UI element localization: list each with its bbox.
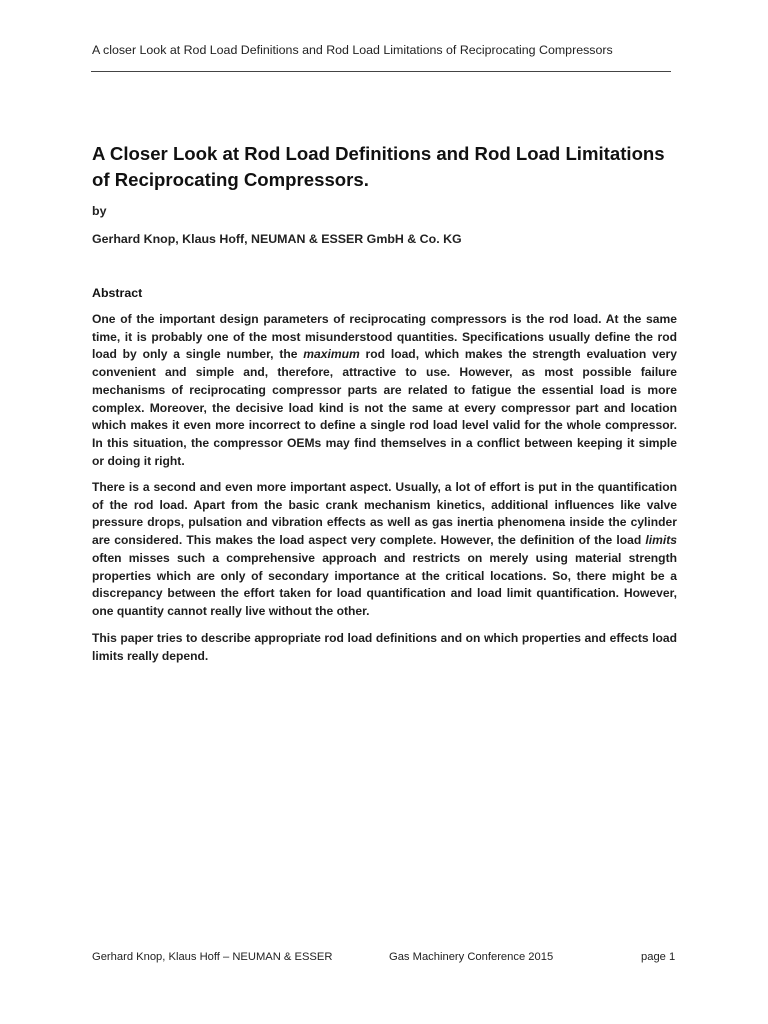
author-list: Gerhard Knop, Klaus Hoff, NEUMAN & ESSER GmbH & Co. KG — [92, 232, 462, 246]
running-header: A closer Look at Rod Load Definitions and Rod Load Limitations of Reciprocating Compressors — [92, 43, 613, 57]
abstract-heading: Abstract — [92, 286, 143, 300]
abstract-paragraph-2-part-a: There is a second and even more important aspect. Usually, a lot of effort is put in the quantification of the rod load. Apart from the basic crank mechanism kinetics, additional influences like valve pressure drops, pulsation and vibration effects as well as gas inertia phenomena inside the cylinder are considered. This makes the load aspect very complete. However, the definition of the load — [92, 480, 677, 548]
paper-title: A Closer Look at Rod Load Definitions and Rod Load Limitations of Reciprocating Compressors. — [92, 143, 665, 190]
abstract-paragraph-1-part-a: One of the important design parameters of reciprocating compressors is the rod load. At the same time, it is probably one of the most misunderstood quantities. Specifications usually define the rod load by only a single number, the — [92, 312, 677, 362]
abstract-paragraph-1-part-b: rod load, which makes the strength evaluation very convenient and simple and, therefore, attractive to use. However, as most possible failure mechanisms of reciprocating compressor parts are related to fatigue the essential load is more complex. Moreover, the decisive load kind is not the same at every compressor part and location which makes it even more incorrect to define a single rod load level valid for the whole compressor. In this situation, the compressor OEMs may find themselves in a conflict between keeping it simple or doing it right. — [92, 347, 677, 468]
abstract-paragraph-2-emphasis: limits — [645, 533, 677, 548]
footer-authors: Gerhard Knop, Klaus Hoff – NEUMAN & ESSER — [92, 951, 333, 963]
abstract-paragraph-1 — [92, 311, 677, 470]
footer-page-number: page 1 — [641, 951, 676, 963]
byline-label: by — [92, 204, 107, 218]
abstract-paragraph-2 — [92, 479, 677, 621]
footer-conference: Gas Machinery Conference 2015 — [389, 951, 554, 963]
abstract-paragraph-2-part-b: often misses such a comprehensive approach and restricts on merely using material strength properties which are only of secondary importance at the critical locations. So, there might be a discrepancy between the effort taken for load quantification and load limit quantification. However, one quantity cannot really live without the other. — [92, 550, 677, 618]
abstract-paragraph-3: This paper tries to describe appropriate rod load definitions and on which properties and effects load limits really depend. — [92, 631, 677, 663]
abstract-paragraph-1-emphasis: maximum — [303, 347, 360, 362]
header-divider — [91, 71, 671, 72]
